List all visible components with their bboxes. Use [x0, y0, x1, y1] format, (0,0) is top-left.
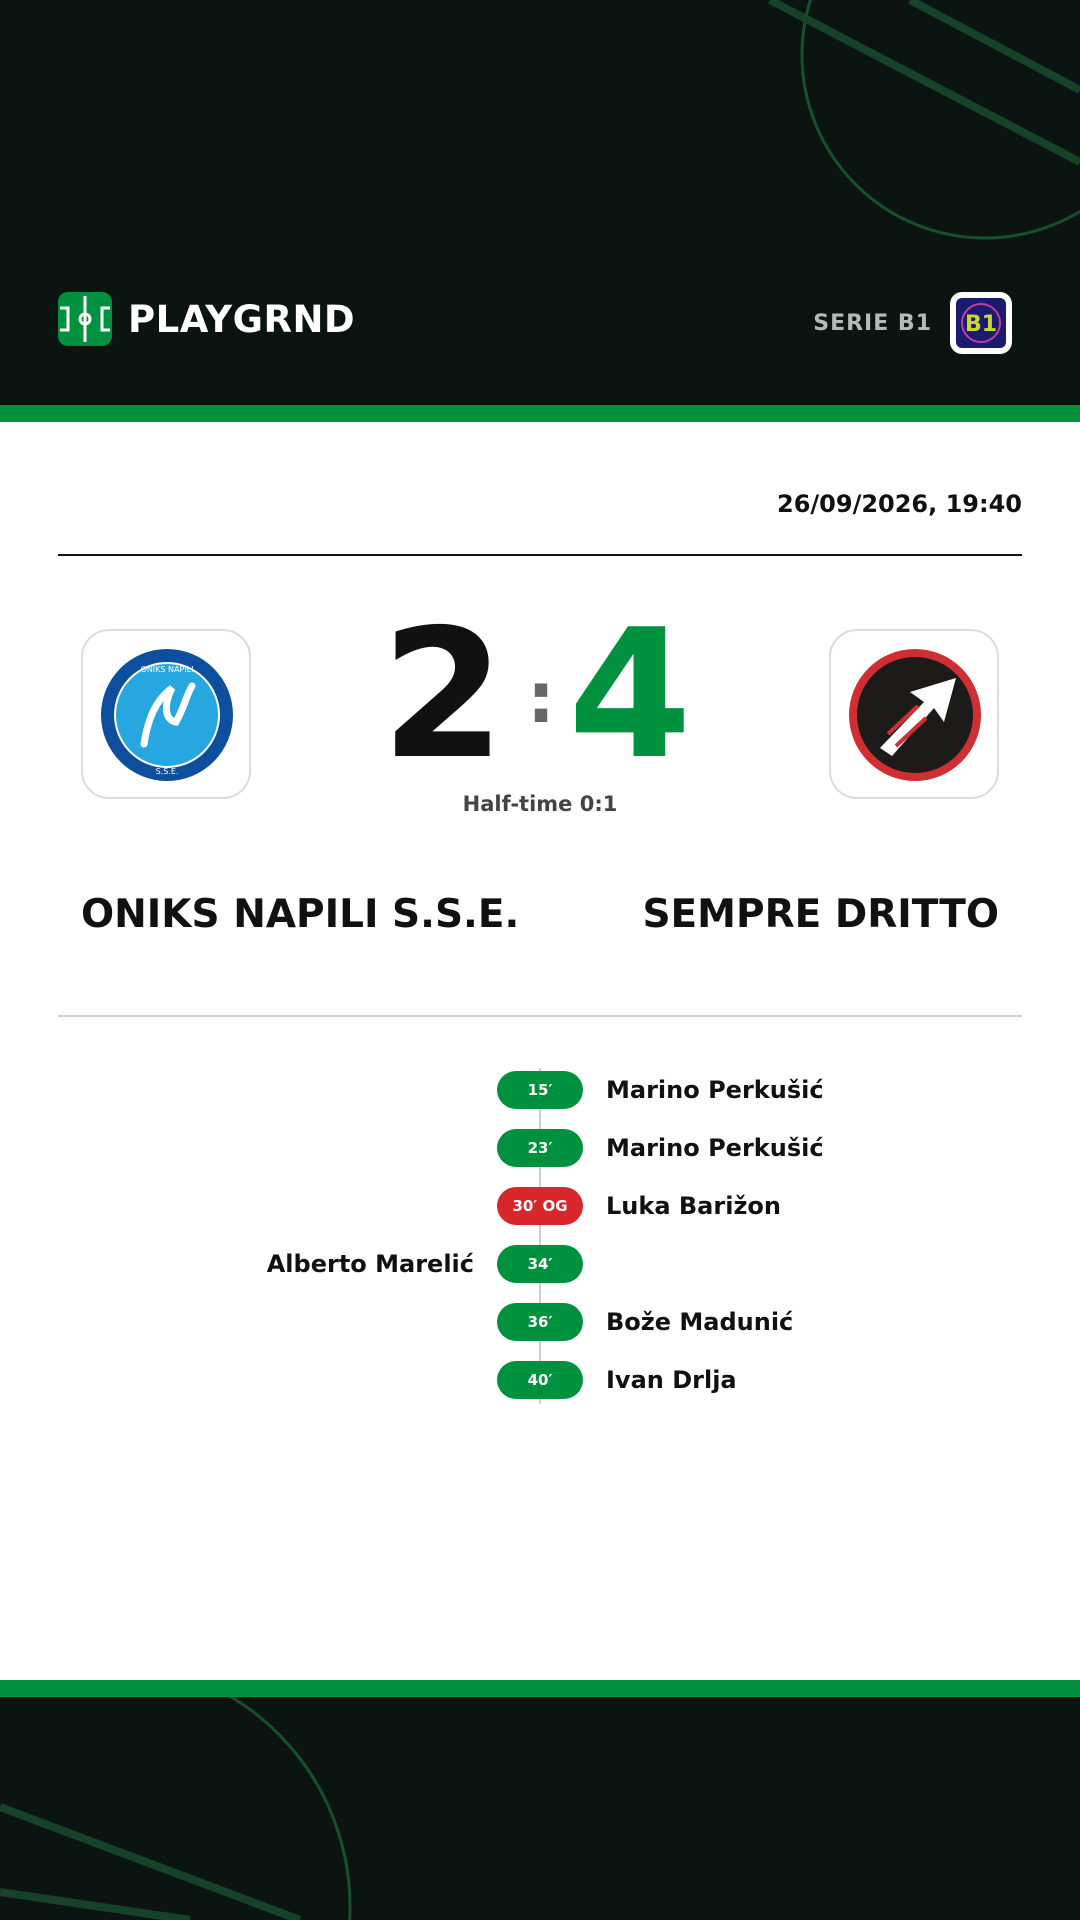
divider	[58, 1015, 1022, 1017]
own-goal-minute-badge: 30′ OG	[497, 1187, 583, 1225]
goal-event[interactable]	[0, 1071, 1080, 1109]
goal-event[interactable]	[0, 1129, 1080, 1167]
goal-event[interactable]	[0, 1187, 1080, 1225]
goal-event[interactable]	[0, 1245, 1080, 1283]
divider	[58, 554, 1022, 556]
away-scorer-name: Bože Madunić	[606, 1308, 794, 1336]
goal-event[interactable]	[0, 1361, 1080, 1399]
match-datetime: 26/09/2026, 19:40	[777, 490, 1022, 518]
footer-band	[0, 1697, 1080, 1920]
header-band	[0, 0, 1080, 405]
goal-minute-badge: 36′	[497, 1303, 583, 1341]
league-name: SERIE B1	[813, 310, 932, 336]
league-badge-text: B1	[964, 312, 998, 337]
goal-event[interactable]	[0, 1303, 1080, 1341]
away-scorer-name: Luka Barižon	[606, 1192, 781, 1220]
away-team-name[interactable]: SEMPRE DRITTO	[642, 892, 999, 937]
goal-minute-badge: 34′	[497, 1245, 583, 1283]
brand-name: PLAYGRND	[128, 297, 356, 341]
serie-b1-badge-icon	[950, 292, 1012, 354]
home-score: 2	[381, 591, 505, 798]
league[interactable]	[813, 292, 1012, 354]
header-accent-stripe	[0, 405, 1080, 422]
away-scorer-name: Marino Perkušić	[606, 1076, 824, 1104]
away-score: 4	[568, 591, 692, 798]
scoreboard	[0, 591, 1080, 798]
away-scorer-name: Ivan Drlja	[606, 1366, 737, 1394]
pitch-icon	[58, 292, 112, 346]
goal-minute-badge: 23′	[497, 1129, 583, 1167]
halftime-score: Half-time 0:1	[462, 792, 618, 816]
svg-text:S.S.E.: S.S.E.	[155, 767, 179, 776]
pitch-lines-decoration	[0, 1697, 1080, 1920]
home-scorer-name: Alberto Marelić	[266, 1250, 474, 1278]
brand[interactable]	[58, 292, 355, 346]
footer-accent-stripe	[0, 1680, 1080, 1697]
goal-minute-badge: 40′	[497, 1361, 583, 1399]
away-scorer-name: Marino Perkušić	[606, 1134, 824, 1162]
home-team-name[interactable]: ONIKS NAPILI S.S.E.	[81, 892, 520, 937]
timeline-axis	[539, 1068, 541, 1404]
goal-minute-badge: 15′	[497, 1071, 583, 1109]
score-separator: :	[527, 657, 555, 739]
svg-text:ONIKS NAPILI: ONIKS NAPILI	[140, 665, 194, 674]
